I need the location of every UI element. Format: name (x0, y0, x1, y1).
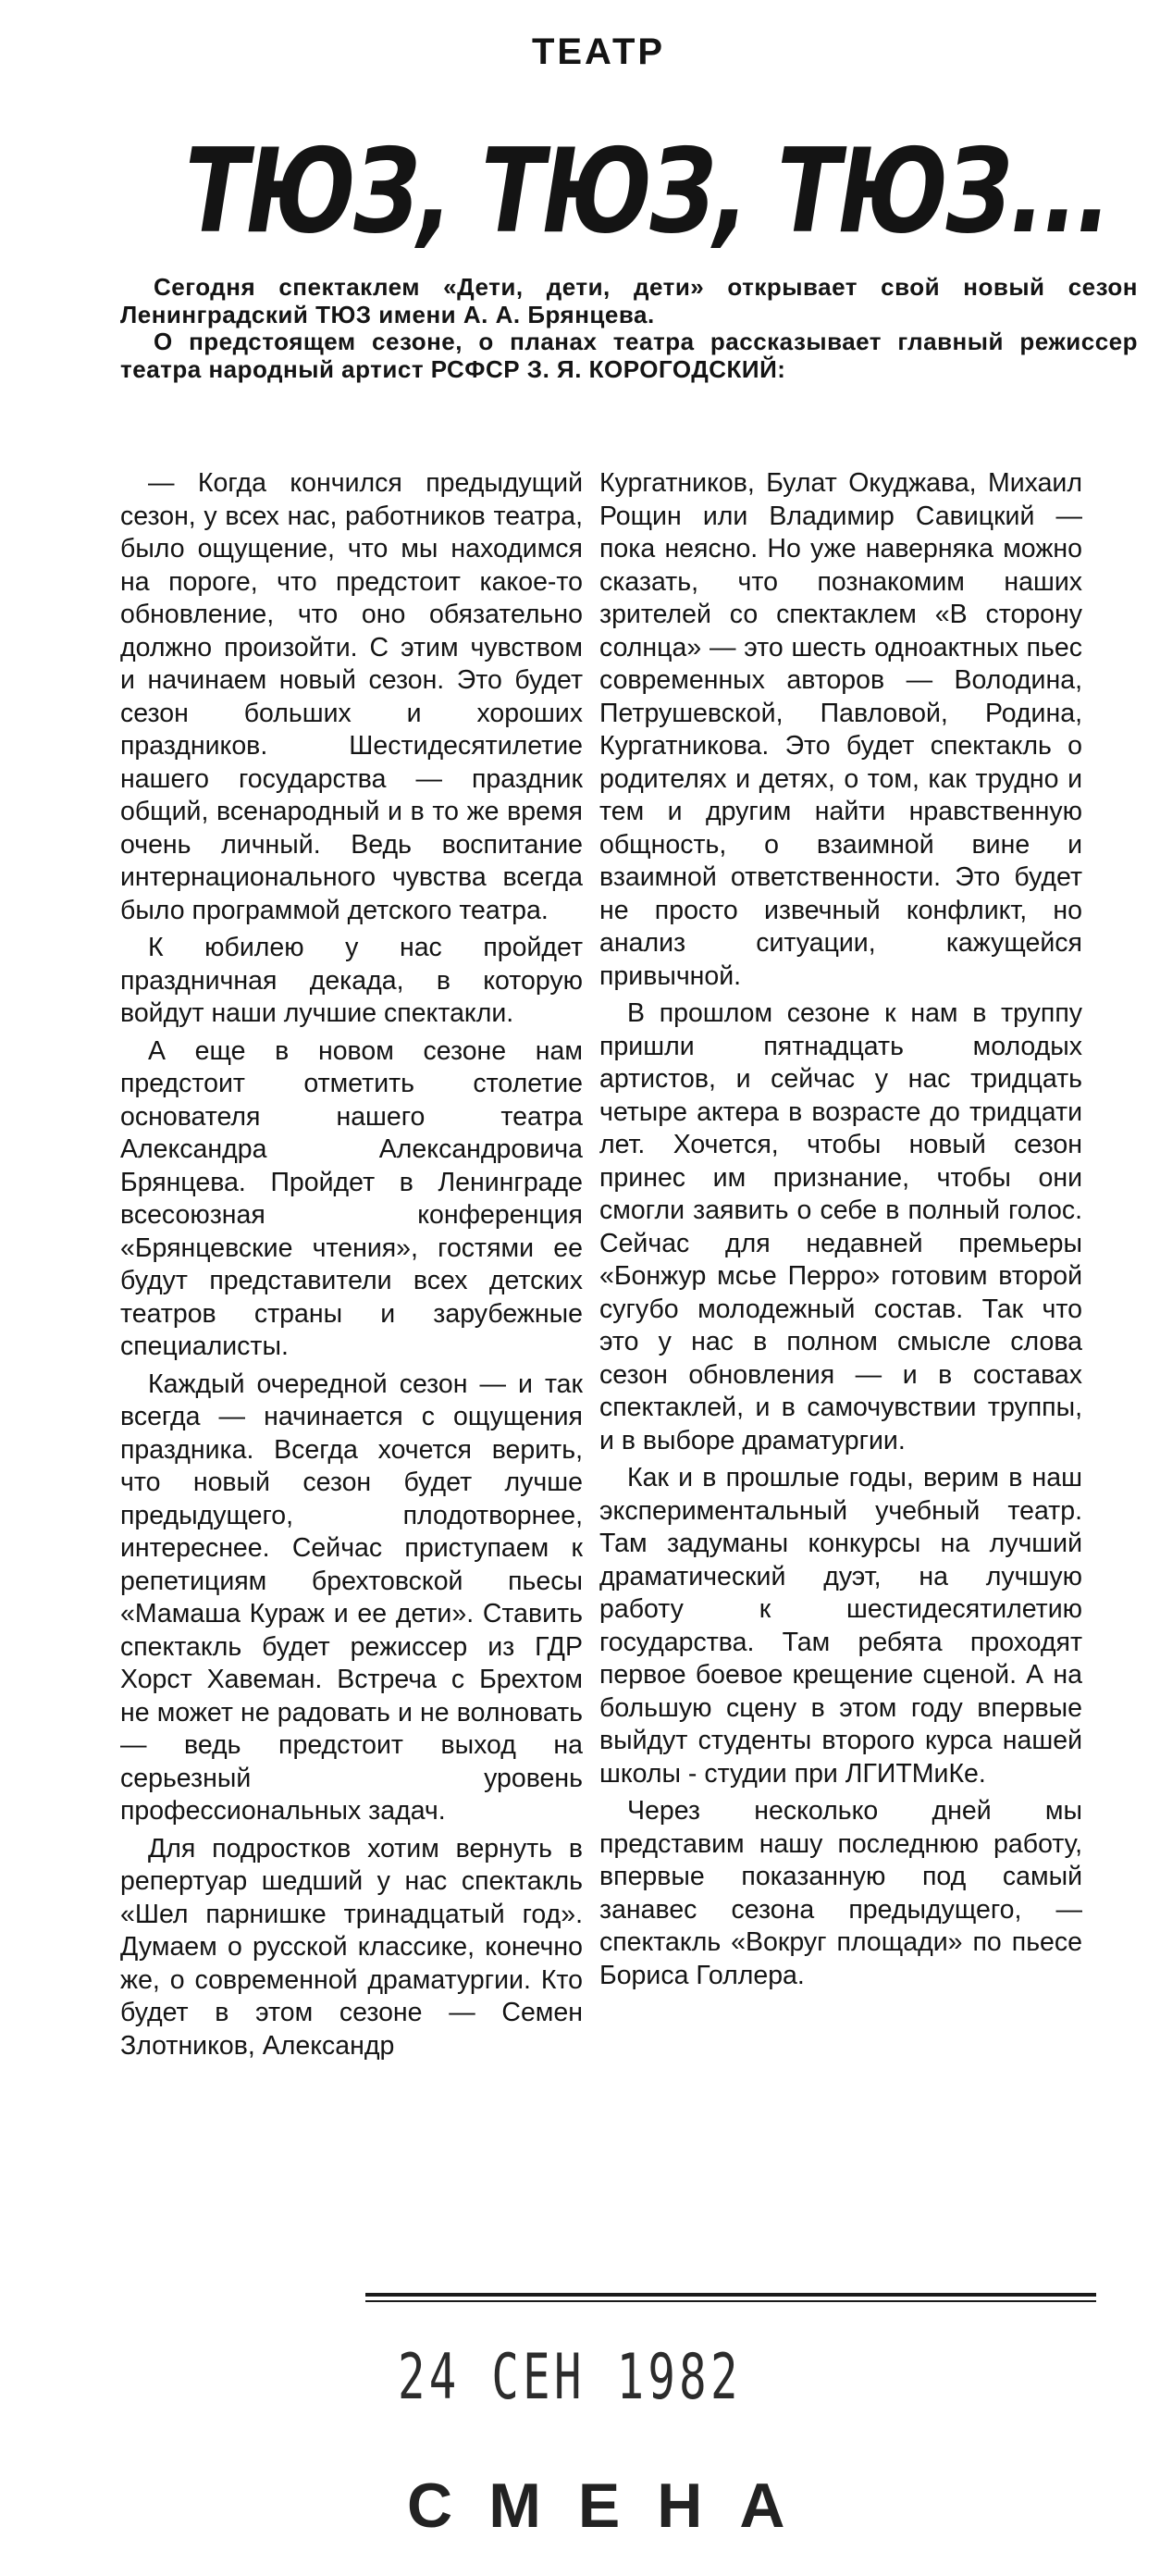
article-paragraph: В прошлом сезоне к нам в труппу пришли пятнадцать молодых артистов, и сейчас у нас тридцать четыре актера в возрасте до тридцати лет. Хочется, чтобы новый сезон принес им признание, чтобы они смогли заявить о себе в полный голос. Сейчас для недавней премьеры «Бонжур мсье Перро» готовим второй сугубо молодежный состав. Так что это у нас в полном смысле слова сезон обновления — и в составах спектаклей, и в самочувствии труппы, и в выборе драматургии. (599, 998, 1082, 1455)
lead-intro: Сегодня спектаклем «Дети, дети, дети» открывает свой новый сезон Ленинградский ТЮЗ имени А. А. Брянцева. (120, 273, 1138, 328)
article-paragraph: Для подростков хотим вернуть в репертуар шедший у нас спектакль «Шел парнишке тринадцатый год». Думаем о русской классике, конечно же, о современной драматургии. Кто будет в этом сезоне — Семен Злотников, Александр (120, 1833, 583, 2061)
lead-byline: О предстоящем сезоне, о планах театра рассказывает главный режиссер театра народный артист РСФСР З. Я. КОРОГОДСКИЙ: (120, 328, 1138, 383)
article-paragraph: — Когда кончился предыдущий сезон, у всех нас, работников театра, было ощущение, что мы находимся на пороге, что предстоит какое-то обновление, что оно обязательно должно произойти. С этим чувством и начинаем новый сезон. Это будет сезон больших и хороших праздников. Шестидесятилетие нашего государства — праздник общий, всенародный и в то же время очень личный. Ведь воспитание интернационального чувства всегда было программой детского театра. (120, 468, 583, 925)
newspaper-masthead: СМЕНА (407, 2471, 822, 2541)
article-paragraph: Каждый очередной сезон — и так всегда — начинается с ощущения праздника. Всегда хочется верить, что новый сезон будет лучше предыдущего, плодотворнее, интереснее. Сейчас приступаем к репетициям брехтовской пьесы «Мамаша Кураж и ее дети». Ставить спектакль будет режиссер из ГДР Хорст Хавеман. Встреча с Брехтом не может не радовать и не волновать — ведь предстоит выход на серьезный уровень профессиональных задач. (120, 1368, 583, 1826)
headline: ТЮЗ, ТЮЗ, ТЮЗ... (185, 123, 1110, 259)
article-column-2 (599, 467, 1082, 1997)
article-column-1 (120, 467, 583, 2067)
divider-rule-thin (365, 2300, 1096, 2302)
article-paragraph: Кургатников, Булат Окуджава, Михаил Рощин или Владимир Савицкий — пока неясно. Но уже наверняка можно сказать, что познакомим наших зрителей со спектаклем «В сторону солнца» — это шесть одноактных пьес современных авторов — Володина, Петрушевской, Павловой, Родина, Кургатникова. Это будет спектакль о родителях и детях, о том, как трудно и тем и другим найти нравственную общность, о взаимной вине и взаимной ответственности. Это будет не просто извечный конфликт, но анализ ситуации, кажущейся привычной. (599, 468, 1082, 991)
divider-rule (365, 2293, 1096, 2297)
section-rubric: ТЕАТР (531, 31, 666, 72)
article-paragraph: А еще в новом сезоне нам предстоит отметить столетие основателя нашего театра Александра Александровича Брянцева. Пройдет в Ленинграде всесоюзная конференция «Брянцевские чтения», гостями ее будут представители всех детских театров страны и зарубежные специалисты. (120, 1035, 583, 1361)
article-paragraph: Как и в прошлые годы, верим в наш экспериментальный учебный театр. Там задуманы конкурсы на лучший драматический дуэт, на лучшую работу к шестидесятилетию государства. Там ребята проходят первое боевое крещение сценой. А на большую сцену в этом году впервые выйдут студенты второго курса нашей школы - студии при ЛГИТМиКе. (599, 1463, 1082, 1789)
lead-paragraph (120, 274, 1138, 383)
article-paragraph: К юбилею у нас пройдет праздничная декада, в которую войдут наши лучшие спектакли. (120, 933, 583, 1028)
date-stamp: 24 СЕН 1982 (398, 2341, 742, 2414)
article-paragraph: Через несколько дней мы представим нашу последнюю работу, впервые показанную под самый занавес сезона предыдущего, — спектакль «Вокруг площади» по пьесе Бориса Голлера. (599, 1796, 1082, 1990)
